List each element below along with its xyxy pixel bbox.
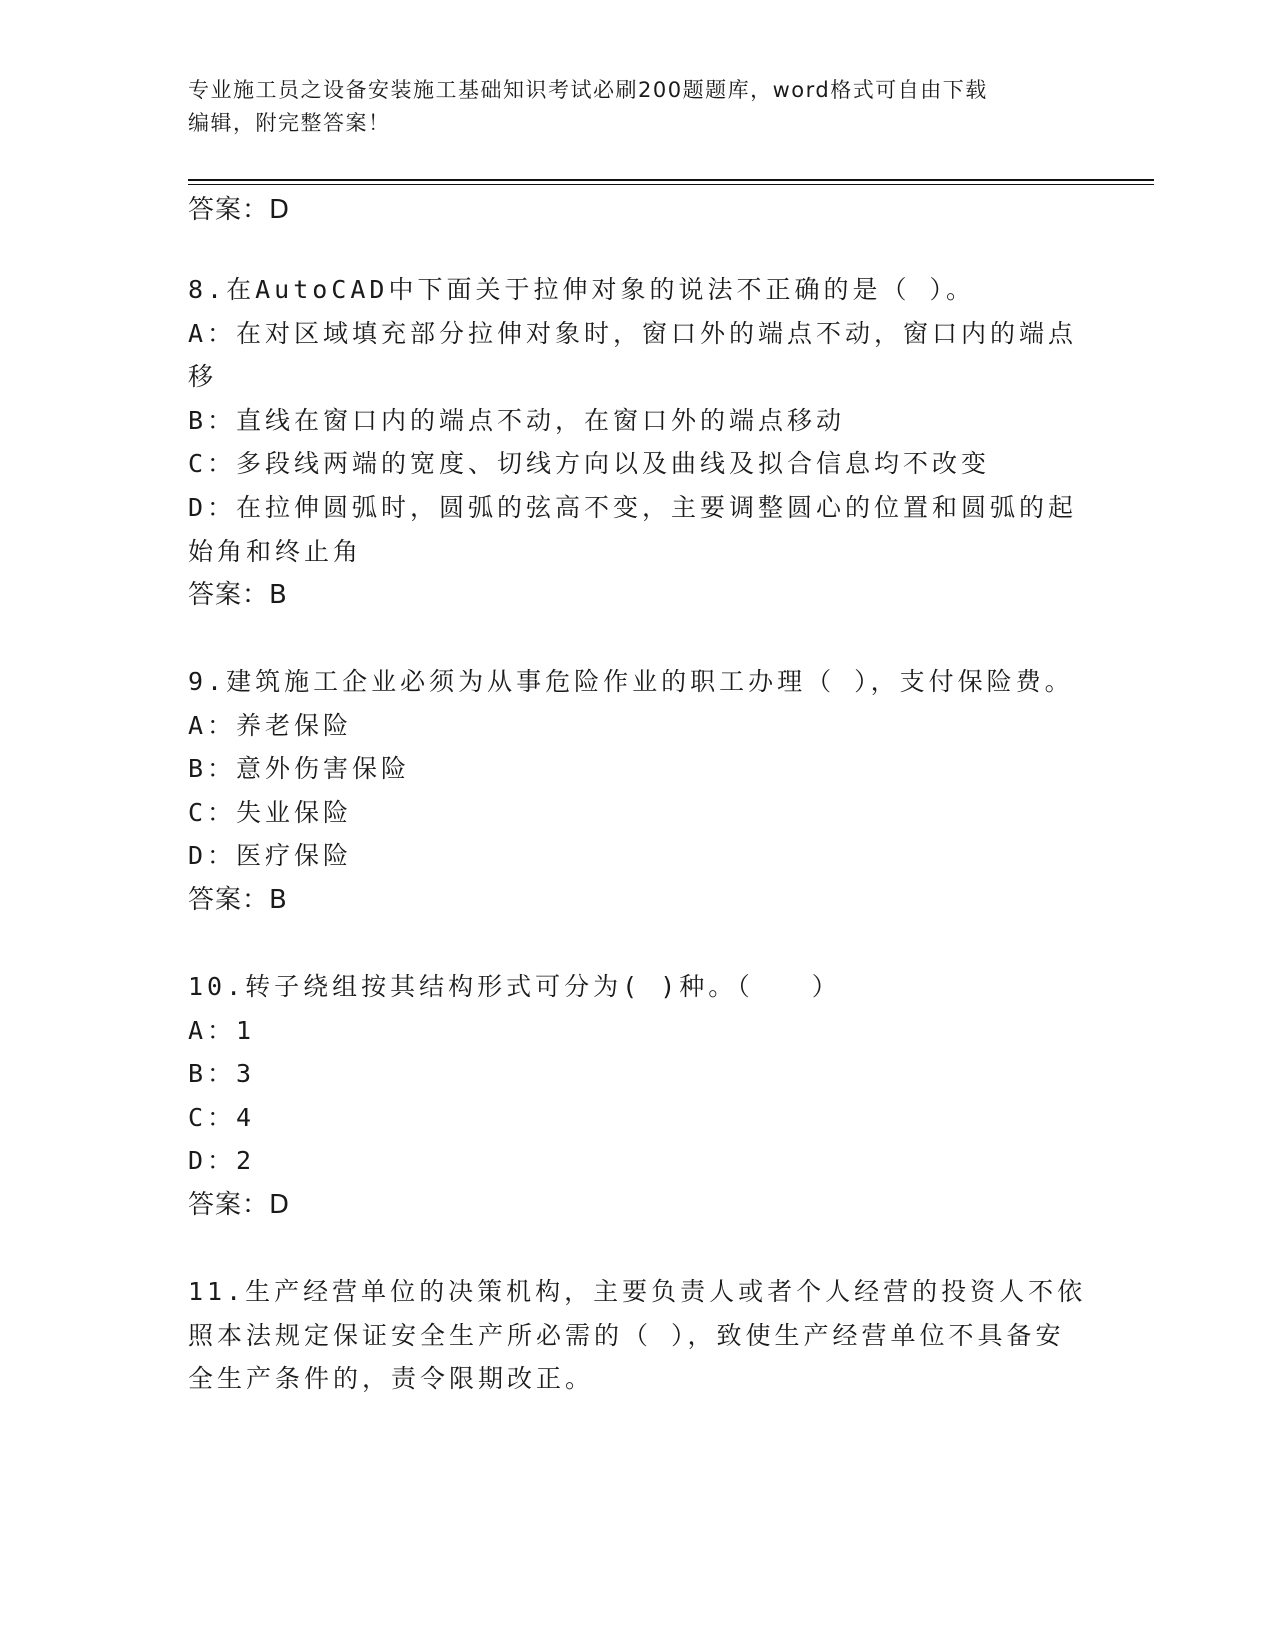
question-10-stem: 10.转子绕组按其结构形式可分为( )种。（ ） xyxy=(188,972,841,1001)
question-10-option-a: A：1 xyxy=(188,1016,256,1045)
question-8-option-d: D：在拉伸圆弧时，圆弧的弦高不变，主要调整圆心的位置和圆弧的起 xyxy=(188,493,1078,522)
question-8-stem: 8.在AutoCAD中下面关于拉伸对象的说法不正确的是（ ）。 xyxy=(188,275,976,304)
header-divider-thick xyxy=(188,179,1154,181)
answer-previous: 答案：D xyxy=(188,195,291,225)
question-8-option-b: B：直线在窗口内的端点不动，在窗口外的端点移动 xyxy=(188,406,846,435)
question-8-answer: 答案：B xyxy=(188,580,288,610)
header-line-2: 编辑，附完整答案！ xyxy=(188,111,391,135)
question-10-option-d: D：2 xyxy=(188,1146,256,1175)
page-header xyxy=(188,74,1088,140)
question-9-option-d: D：医疗保险 xyxy=(188,841,353,870)
question-9-option-c: C：失业保险 xyxy=(188,798,353,827)
question-9-stem: 9.建筑施工企业必须为从事危险作业的职工办理（ ），支付保险费。 xyxy=(188,667,1074,696)
question-10-answer: 答案：D xyxy=(188,1190,291,1220)
question-10-option-c: C：4 xyxy=(188,1103,256,1132)
question-10-option-b: B：3 xyxy=(188,1059,256,1088)
question-8-option-d-cont: 始角和终止角 xyxy=(188,537,363,566)
header-line-1: 专业施工员之设备安装施工基础知识考试必刷200题题库，word格式可自由下载 xyxy=(188,78,988,102)
question-8-option-c: C：多段线两端的宽度、切线方向以及曲线及拟合信息均不改变 xyxy=(188,449,991,478)
question-9-option-b: B：意外伤害保险 xyxy=(188,754,411,783)
question-11-stem-line-2: 照本法规定保证安全生产所必需的（ ），致使生产经营单位不具备安 xyxy=(188,1321,1065,1350)
question-11-stem-line-1: 11.生产经营单位的决策机构，主要负责人或者个人经营的投资人不依 xyxy=(188,1277,1087,1306)
question-9-answer: 答案：B xyxy=(188,885,288,915)
question-8-option-a: A：在对区域填充部分拉伸对象时，窗口外的端点不动，窗口内的端点 xyxy=(188,319,1078,348)
question-8-option-a-cont: 移 xyxy=(188,362,218,391)
question-11-stem-line-3: 全生产条件的，责令限期改正。 xyxy=(188,1364,595,1393)
question-9-option-a: A：养老保险 xyxy=(188,711,353,740)
header-divider-thin xyxy=(188,184,1154,185)
